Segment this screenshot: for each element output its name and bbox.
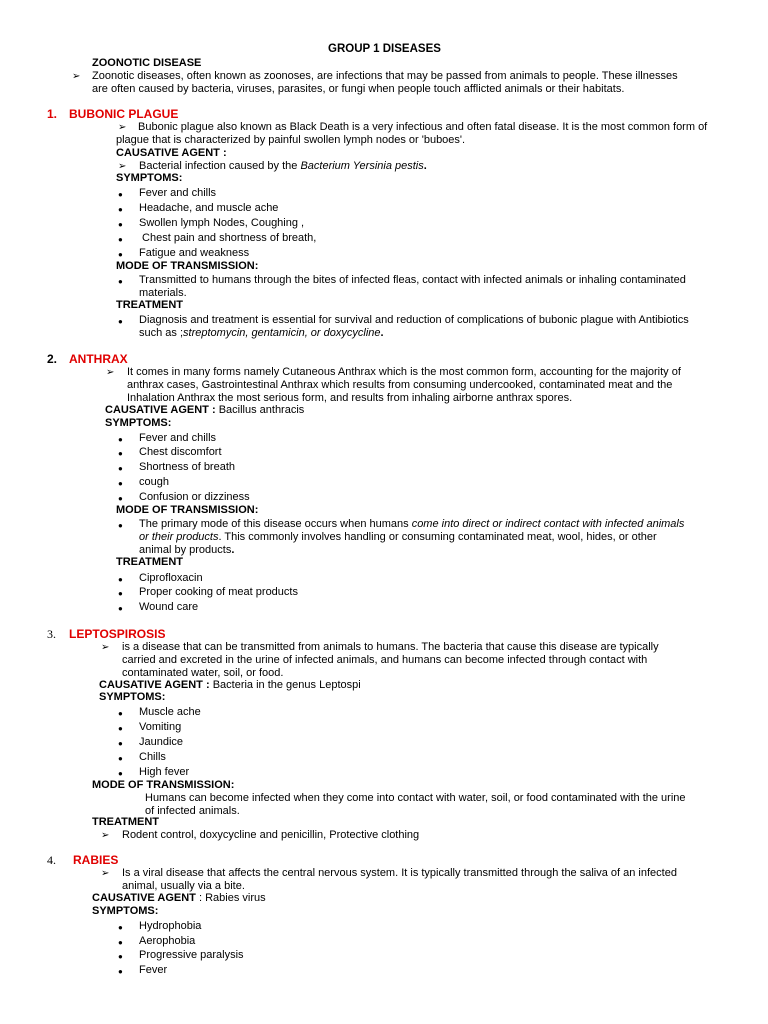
bullet-icon: ● — [118, 479, 123, 488]
bullet-icon: ● — [118, 724, 123, 733]
bullet-icon: ● — [118, 739, 123, 748]
list-item: Jaundice — [139, 736, 184, 748]
section-number: 4. — [47, 853, 56, 867]
arrow-bullet-icon: ➢ — [101, 830, 110, 841]
list-item: Fever and chills — [139, 432, 217, 444]
symptoms-label: SYMPTOMS: — [92, 905, 159, 917]
list-item: Chills — [139, 751, 166, 763]
bullet-icon: ● — [118, 235, 123, 244]
bullet-icon: ● — [118, 604, 123, 613]
plague-agent: Bacterial infection caused by the Bacterium Yersinia pestis. — [139, 160, 427, 172]
list-item: Aerophobia — [139, 935, 196, 947]
list-item: Hydrophobia — [139, 920, 202, 932]
list-item: Headache, and muscle ache — [139, 202, 279, 214]
bullet-icon: ● — [118, 938, 123, 947]
list-item: Wound care — [139, 601, 199, 613]
list-item: Fever — [139, 964, 168, 976]
plague-description: Bubonic plague also known as Black Death is a very infectious and often fatal disease. It is the most common form of — [138, 121, 708, 133]
section-title-anthrax: ANTHRAX — [69, 352, 128, 366]
list-item: Fatigue and weakness — [139, 247, 250, 259]
arrow-bullet-icon: ➢ — [118, 122, 127, 133]
bullet-icon: ● — [118, 464, 123, 473]
section-number: 2. — [47, 352, 58, 366]
page-title: GROUP 1 DISEASES — [328, 43, 441, 55]
bullet-icon: ● — [118, 709, 123, 718]
bullet-icon: ● — [118, 220, 123, 229]
symptoms-label: SYMPTOMS: — [105, 417, 172, 429]
transmission-label: MODE OF TRANSMISSION: — [116, 504, 259, 516]
bullet-icon: ● — [118, 589, 123, 598]
bullet-icon: ● — [118, 521, 123, 530]
section-title-bubonic-plague: BUBONIC PLAGUE — [69, 107, 179, 121]
lepto-description-line2: carried and excreted in the urine of infected animals, and humans can become infected through contact with — [122, 654, 648, 666]
list-item: Muscle ache — [139, 706, 201, 718]
intro-heading: ZOONOTIC DISEASE — [92, 57, 202, 69]
list-item: Vomiting — [139, 721, 182, 733]
lepto-agent: CAUSATIVE AGENT : Bacteria in the genus Leptospi — [99, 679, 361, 691]
list-item: Fever and chills — [139, 187, 217, 199]
treatment-label: TREATMENT — [92, 816, 160, 828]
anthrax-description-line3: Inhalation Anthrax the most serious form, and results from inhaling airborne anthrax spores. — [127, 392, 573, 404]
transmission-label: MODE OF TRANSMISSION: — [92, 779, 235, 791]
section-title-leptospirosis: LEPTOSPIROSIS — [69, 627, 166, 641]
bullet-icon: ● — [118, 449, 123, 458]
bullet-icon: ● — [118, 952, 123, 961]
rabies-description-line2: animal, usually via a bite. — [122, 880, 245, 892]
bullet-icon: ● — [118, 435, 123, 444]
lepto-description: is a disease that can be transmitted from animals to humans. The bacteria that cause this disease are typically — [122, 641, 659, 653]
transmission-label: MODE OF TRANSMISSION: — [116, 260, 259, 272]
intro-text-line: Zoonotic diseases, often known as zoonoses, are infections that may be passed from animals to people. These illnesses — [92, 70, 678, 82]
arrow-bullet-icon: ➢ — [101, 868, 110, 879]
bullet-icon: ● — [118, 923, 123, 932]
bullet-icon: ● — [118, 575, 123, 584]
list-item: Chest pain and shortness of breath, — [139, 232, 317, 244]
section-title-rabies: RABIES — [73, 853, 119, 867]
anthrax-description-line2: anthrax cases, Gastrointestinal Anthrax which results from consuming undercooked, contaminated meat and the — [127, 379, 673, 391]
anthrax-transmission: The primary mode of this disease occurs when humans come into direct or indirect contact with infected animals — [139, 518, 685, 530]
list-item: Swollen lymph Nodes, Coughing , — [139, 217, 305, 229]
arrow-bullet-icon: ➢ — [101, 642, 110, 653]
rabies-agent: CAUSATIVE AGENT : Rabies virus — [92, 892, 266, 904]
arrow-bullet-icon: ➢ — [72, 71, 81, 82]
bullet-icon: ● — [118, 250, 123, 259]
intro-text-line: are often caused by bacteria, viruses, parasites, or fungi when people touch afflicted animals or their habitats. — [92, 83, 625, 95]
bullet-icon: ● — [118, 190, 123, 199]
plague-transmission: Transmitted to humans through the bites of infected fleas, contact with infected animals or inhaling contaminated — [139, 274, 686, 286]
lepto-treatment: Rodent control, doxycycline and penicillin, Protective clothing — [122, 829, 420, 841]
bullet-icon: ● — [118, 494, 123, 503]
list-item: Progressive paralysis — [139, 949, 244, 961]
arrow-bullet-icon: ➢ — [118, 161, 127, 172]
bullet-icon: ● — [118, 317, 123, 326]
treatment-label: TREATMENT — [116, 299, 184, 311]
section-number: 3. — [47, 627, 56, 641]
symptoms-label: SYMPTOMS: — [99, 691, 166, 703]
lepto-transmission: Humans can become infected when they come into contact with water, soil, or food contaminated with the urine — [145, 792, 686, 804]
section-number: 1. — [47, 107, 58, 121]
plague-treatment: Diagnosis and treatment is essential for survival and reduction of complications of bubonic plague with Antibiotics — [139, 314, 689, 326]
lepto-description-line3: contaminated water, soil, or food. — [122, 667, 284, 679]
anthrax-agent: CAUSATIVE AGENT : Bacillus anthracis — [105, 404, 305, 416]
arrow-bullet-icon: ➢ — [106, 367, 115, 378]
bullet-icon: ● — [118, 205, 123, 214]
anthrax-transmission-line3: animal by products. — [139, 544, 235, 556]
plague-treatment-line2: such as ;streptomycin, gentamicin, or doxycycline. — [139, 327, 384, 339]
plague-description-line2: plague that is characterized by painful swollen lymph nodes or 'buboes'. — [116, 134, 466, 146]
anthrax-transmission-line2: or their products. This commonly involves handling or consuming contaminated meat, wool, hides, or other — [139, 531, 657, 543]
list-item: Chest discomfort — [139, 446, 222, 458]
list-item: Confusion or dizziness — [139, 491, 250, 503]
lepto-transmission-line2: of infected animals. — [145, 805, 240, 817]
symptoms-label: SYMPTOMS: — [116, 172, 183, 184]
anthrax-description: It comes in many forms namely Cutaneous Anthrax which is the most common form, accounting for the majority of — [127, 366, 681, 378]
list-item: Proper cooking of meat products — [139, 586, 298, 598]
bullet-icon: ● — [118, 967, 123, 976]
causative-agent-label: CAUSATIVE AGENT : — [116, 147, 227, 159]
bullet-icon: ● — [118, 754, 123, 763]
bullet-icon: ● — [118, 277, 123, 286]
rabies-description: Is a viral disease that affects the central nervous system. It is typically transmitted through the saliva of an infected — [122, 867, 677, 879]
list-item: Ciprofloxacin — [139, 572, 203, 584]
list-item: cough — [139, 476, 169, 488]
list-item: Shortness of breath — [139, 461, 236, 473]
list-item: High fever — [139, 766, 190, 778]
treatment-label: TREATMENT — [116, 556, 184, 568]
bullet-icon: ● — [118, 769, 123, 778]
plague-transmission-line2: materials. — [139, 287, 187, 299]
